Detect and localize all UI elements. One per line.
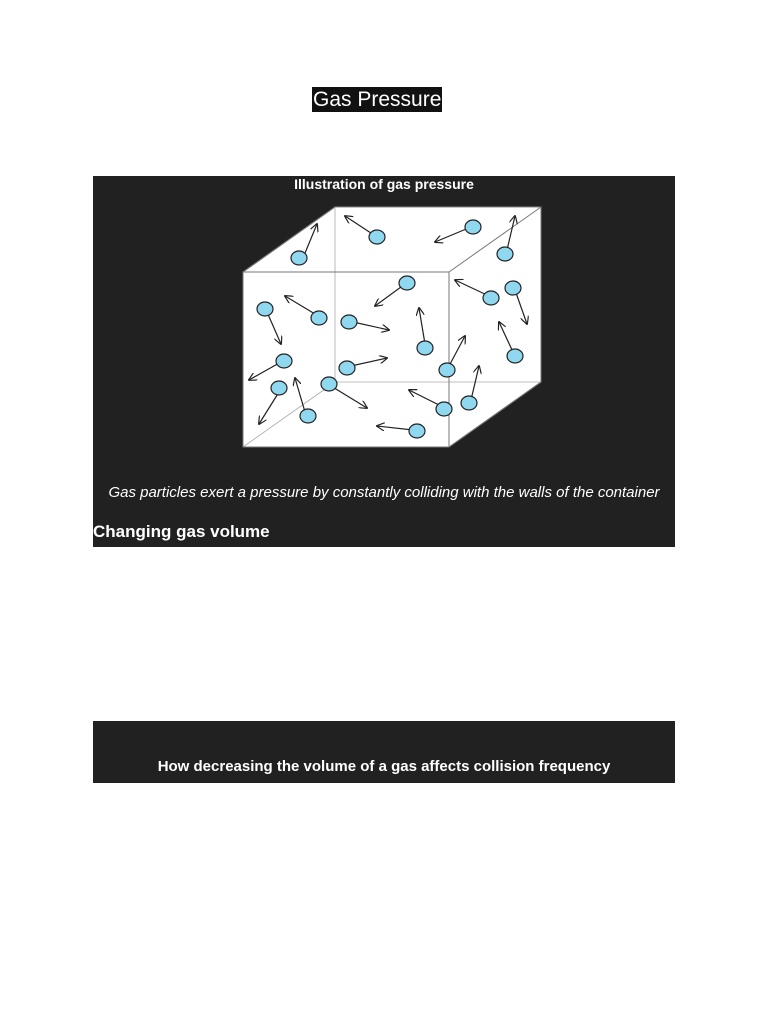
container-box (243, 207, 541, 447)
figure-panel-volume-collisions (93, 721, 675, 783)
figure-panel-gas-pressure (93, 176, 675, 547)
section-heading: Changing gas volume (93, 522, 270, 541)
figure-title: How decreasing the volume of a gas affects collision frequency (157, 758, 611, 775)
gas-container-illustration (237, 204, 547, 449)
page-title: Gas Pressure (313, 88, 442, 111)
figure-title: Illustration of gas pressure (294, 176, 474, 192)
figure-caption: Gas particles exert a pressure by constantly colliding with the walls of the container (108, 484, 660, 501)
